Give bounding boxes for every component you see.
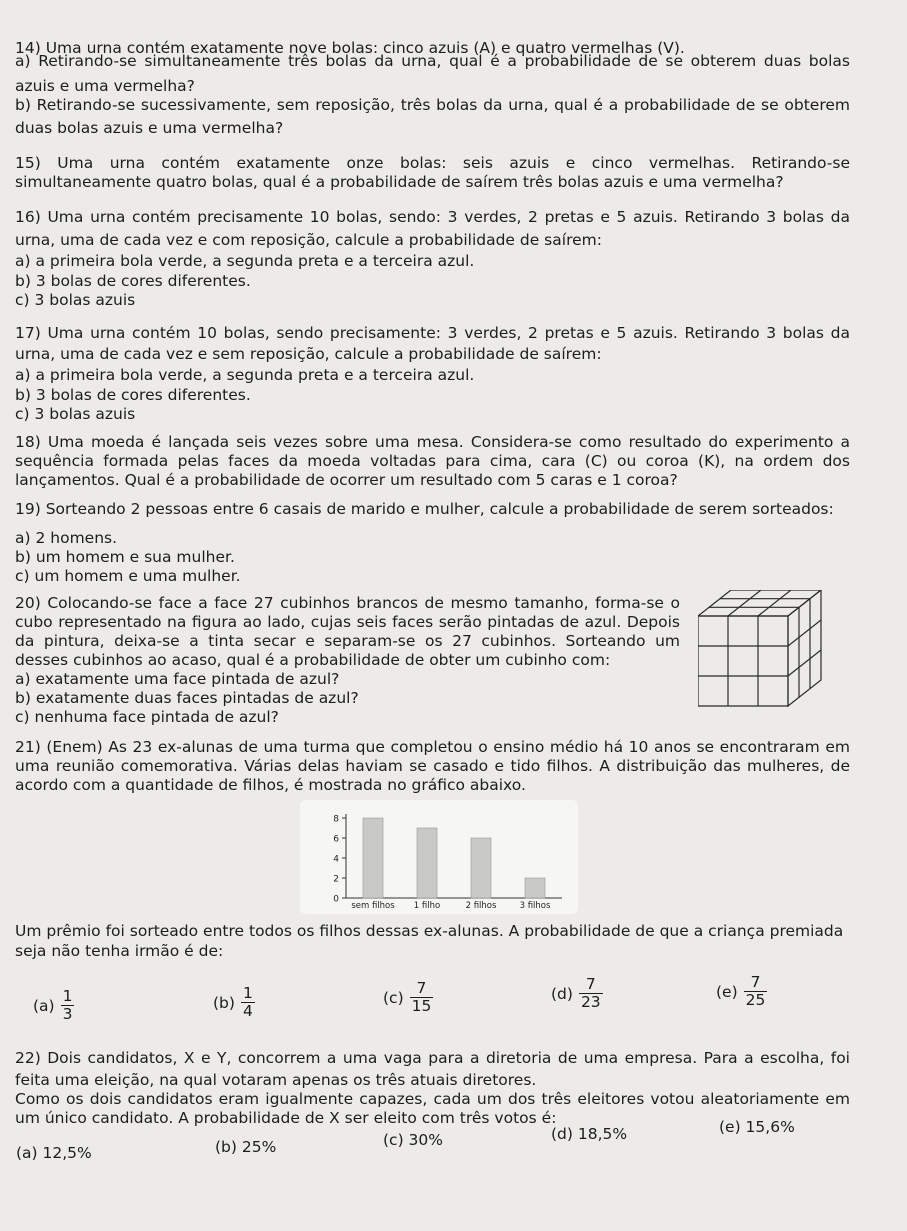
q22-option-a: (a) 12,5% [16, 1144, 92, 1162]
q19-c: c) um homem e uma mulher. [15, 567, 241, 585]
q20-c: c) nenhuma face pintada de azul? [15, 708, 279, 726]
numerator: 1 [62, 987, 73, 1005]
q22-line4: um único candidato. A probabilidade de X ser eleito com três votos é: [15, 1109, 557, 1127]
q21-line1: 21) (Enem) As 23 ex-alunas de uma turma que completou o ensino médio há 10 anos se encontraram em [15, 738, 850, 756]
x-tick-label: 1 filho [413, 901, 441, 911]
q21-option-c [383, 980, 433, 1015]
q14-a-line2: azuis e uma vermelha? [15, 77, 195, 95]
cube-top-face [698, 590, 821, 616]
denominator: 23 [580, 993, 601, 1011]
denominator: 25 [745, 991, 766, 1009]
bar-1-filho [417, 828, 437, 898]
children-bar-chart [300, 800, 578, 914]
bar-sem-filhos [363, 818, 383, 898]
q20-a: a) exatamente uma face pintada de azul? [15, 670, 340, 688]
denominator: 4 [242, 1002, 253, 1020]
q22-option-b: (b) 25% [215, 1138, 277, 1156]
q18-line1: 18) Uma moeda é lançada seis vezes sobre uma mesa. Considera-se como resultado do experimento a [15, 433, 850, 451]
q19-line1: 19) Sorteando 2 pessoas entre 6 casais de marido e mulher, calcule a probabilidade de serem sorteados: [15, 500, 834, 518]
q18-line2: sequência formada pelas faces da moeda voltadas para cima, cara (C) ou coroa (K), na ordem dos [15, 452, 850, 470]
option-label: (c) [383, 988, 404, 1007]
option-label: (d) [551, 984, 573, 1003]
denominator: 3 [62, 1005, 73, 1023]
q17-c: c) 3 bolas azuis [15, 405, 136, 423]
q21-prompt-line1: Um prêmio foi sorteado entre todos os filhos dessas ex-alunas. A probabilidade de que a criança premiada [15, 922, 844, 940]
y-tick-label: 2 [333, 874, 339, 885]
y-tick-label: 6 [333, 834, 339, 845]
q20-b: b) exatamente duas faces pintadas de azul? [15, 689, 359, 707]
cube-front-face [698, 616, 788, 706]
q20-line4: desses cubinhos ao acaso, qual é a probabilidade de obter um cubinho com: [15, 651, 611, 669]
q21-option-a [33, 988, 74, 1023]
q22-option-d: (d) 18,5% [551, 1125, 628, 1143]
q14-b-line1: b) Retirando-se sucessivamente, sem reposição, três bolas da urna, qual é a probabilidade de se obterem [15, 96, 850, 114]
q21-option-b [213, 985, 255, 1020]
chart-svg [300, 800, 578, 914]
numerator: 1 [242, 984, 253, 1002]
q21-line3: acordo com a quantidade de filhos, é mostrada no gráfico abaixo. [15, 776, 526, 794]
q14-b-line2: duas bolas azuis e uma vermelha? [15, 119, 284, 137]
q16-line2: urna, uma de cada vez e com reposição, calcule a probabilidade de saírem: [15, 231, 602, 249]
q20-line2: cubo representado na figura ao lado, cujas seis faces serão pintadas de azul. Depois [15, 613, 680, 631]
q17-line1: 17) Uma urna contém 10 bolas, sendo precisamente: 3 verdes, 2 pretas e 5 azuis. Retirando 3 bolas da [15, 324, 850, 342]
q14-a-line1: a) Retirando-se simultaneamente três bolas da urna, qual é a probabilidade de se obterem duas bolas [15, 52, 850, 70]
bar-3-filhos [525, 878, 545, 898]
x-tick-label: 2 filhos [465, 901, 497, 911]
q17-line2: urna, uma de cada vez e sem reposição, calcule a probabilidade de saírem: [15, 345, 602, 363]
q21-prompt-line2: seja não tenha irmão é de: [15, 942, 224, 960]
q18-line3: lançamentos. Qual é a probabilidade de ocorrer um resultado com 5 caras e 1 coroa? [15, 471, 678, 489]
q21-option-d [551, 976, 603, 1011]
numerator: 7 [750, 973, 761, 991]
denominator: 15 [411, 997, 432, 1015]
numerator: 7 [585, 975, 596, 993]
q21-line2: uma reunião comemorativa. Várias delas haviam se casado e tido filhos. A distribuição das mulheres, de [15, 757, 850, 775]
q21-option-e [716, 974, 767, 1009]
q14-statement: 14) Uma urna contém exatamente nove bolas: cinco azuis (A) e quatro vermelhas (V). [15, 39, 685, 57]
q17-b: b) 3 bolas de cores diferentes. [15, 386, 251, 404]
option-label: (a) [33, 996, 55, 1015]
q22-line3: Como os dois candidatos eram igualmente capazes, cada um dos três eleitores votou aleatoriamente em [15, 1090, 850, 1108]
q16-b: b) 3 bolas de cores diferentes. [15, 272, 251, 290]
q19-b: b) um homem e sua mulher. [15, 548, 235, 566]
q22-option-c: (c) 30% [383, 1131, 443, 1149]
x-tick-label: sem filhos [351, 901, 395, 911]
q16-c: c) 3 bolas azuis [15, 291, 136, 309]
q15-line2: simultaneamente quatro bolas, qual é a probabilidade de saírem três bolas azuis e uma vermelha? [15, 173, 784, 191]
option-label: (b) [213, 993, 235, 1012]
q17-a: a) a primeira bola verde, a segunda preta e a terceira azul. [15, 366, 475, 384]
x-tick-label: 3 filhos [519, 901, 551, 911]
bar-2-filhos [471, 838, 491, 898]
q15-line1: 15) Uma urna contém exatamente onze bolas: seis azuis e cinco vermelhas. Retirando-se [15, 154, 850, 172]
q20-line1: 20) Colocando-se face a face 27 cubinhos brancos de mesmo tamanho, forma-se o [15, 594, 680, 612]
q20-line3: da pintura, deixa-se a tinta secar e separam-se os 27 cubinhos. Sorteando um [15, 632, 680, 650]
cube-figure [698, 590, 833, 710]
y-tick-label: 8 [333, 814, 339, 825]
q16-a: a) a primeira bola verde, a segunda preta e a terceira azul. [15, 252, 475, 270]
numerator: 7 [416, 979, 427, 997]
y-tick-label: 0 [333, 894, 339, 905]
q22-option-e: (e) 15,6% [719, 1118, 795, 1136]
y-tick-label: 4 [333, 854, 339, 865]
q19-a: a) 2 homens. [15, 529, 118, 547]
q22-line1: 22) Dois candidatos, X e Y, concorrem a uma vaga para a diretoria de uma empresa. Para a escolha, foi [15, 1049, 850, 1067]
q22-line2: feita uma eleição, na qual votaram apenas os três atuais diretores. [15, 1071, 537, 1089]
q16-line1: 16) Uma urna contém precisamente 10 bolas, sendo: 3 verdes, 2 pretas e 5 azuis. Retirando 3 bolas da [15, 208, 850, 226]
option-label: (e) [716, 982, 738, 1001]
